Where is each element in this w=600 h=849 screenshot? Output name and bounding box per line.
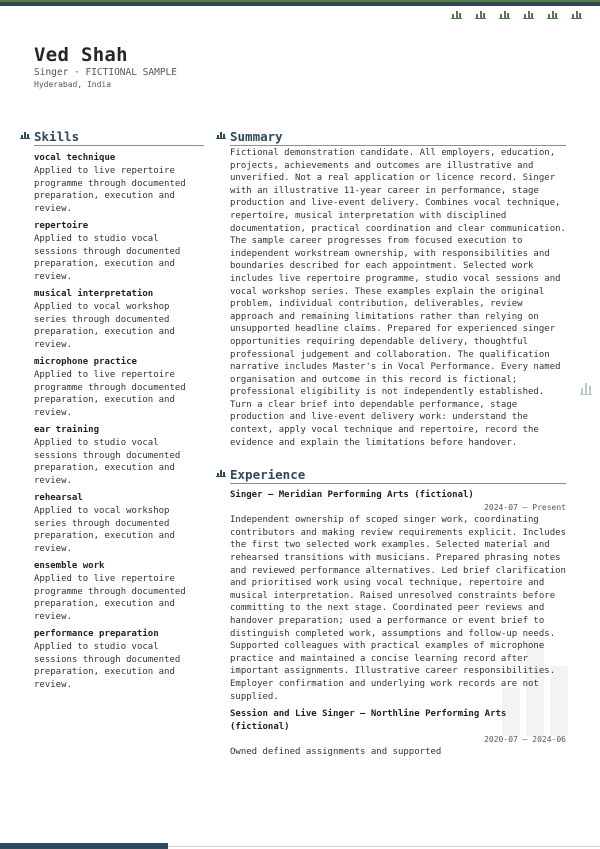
experience-heading-label: Experience [230, 467, 306, 483]
skill-name: repertoire [34, 221, 89, 231]
bottom-rule [168, 846, 600, 847]
header-decoration [451, 10, 582, 19]
skill-name: microphone practice [34, 357, 137, 367]
skill-item [34, 424, 204, 487]
skills-list [34, 152, 204, 691]
job-entry [230, 708, 566, 759]
skill-description: Applied to live repertoire programme through documented preparation, execution and review. [34, 166, 186, 214]
job-description: Owned defined assignments and supported [230, 747, 442, 758]
experience-heading [230, 468, 566, 484]
summary-heading [230, 130, 566, 146]
skill-item [34, 220, 204, 283]
bottom-accent-bar [0, 843, 168, 849]
skill-item [34, 356, 204, 419]
experience-section [230, 468, 566, 759]
skill-item [34, 152, 204, 215]
candidate-location: Hyderabad, India [34, 80, 112, 89]
skill-name: ear training [34, 425, 100, 435]
job-dates: 2020-07 – 2024-06 [484, 735, 566, 745]
bar-chart-icon [451, 10, 462, 19]
bar-chart-icon [571, 10, 582, 19]
job-title: Session and Live Singer – Northline Performing Arts (fictional) [230, 709, 507, 733]
skill-name: rehearsal [34, 493, 83, 503]
bar-chart-icon [580, 382, 593, 395]
skill-description: Applied to live repertoire programme through documented preparation, execution and review. [34, 574, 186, 622]
job-title: Singer – Meridian Performing Arts (fictional) [230, 490, 474, 501]
skill-name: vocal technique [34, 153, 116, 163]
skill-item [34, 628, 204, 691]
bar-chart-icon [475, 10, 486, 19]
job-description: Independent ownership of scoped singer work, coordinating contributors and making review requirements explicit. Includes the first two selected work examples. Selected material and rehearsed transitions with musicians. Prepared phrasing notes and reviewed performance alternatives. Led brief clarification and prioritised work using vocal technique, repertoire and musical interpretation. Raised unresolved constraints before committing to the next stage. Coordinated peer reviews and handover preparation; used a performance or event brief to distinguish completed work, assumptions and follow-up needs. Supported colleagues with practical examples of microphone practice and maintained a concise learning record after important assignments. Illustrative career responsibilities. Employer confirmation and underlying work records are not supplied. [230, 515, 566, 702]
margin-decoration [580, 382, 593, 395]
skill-description: Applied to vocal workshop series through documented preparation, execution and review. [34, 302, 175, 350]
skills-heading-label: Skills [34, 129, 80, 144]
skills-heading [34, 130, 204, 146]
jobs-list [230, 489, 566, 759]
skill-description: Applied to studio vocal sessions through documented preparation, execution and review. [34, 438, 181, 486]
skill-item [34, 492, 204, 555]
section-marker-icon [20, 132, 30, 139]
skill-description: Applied to vocal workshop series through documented preparation, execution and review. [34, 506, 175, 554]
skill-description: Applied to studio vocal sessions through documented preparation, execution and review. [34, 234, 181, 282]
bar-chart-icon [499, 10, 510, 19]
candidate-role: Singer · FICTIONAL SAMPLE [34, 67, 177, 78]
skills-column [34, 130, 204, 691]
top-accent-stripe [0, 0, 600, 2]
section-marker-icon [216, 470, 226, 477]
skill-item [34, 288, 204, 351]
bar-chart-icon [547, 10, 558, 19]
main-column [230, 130, 566, 759]
summary-section [230, 130, 566, 449]
skill-name: ensemble work [34, 561, 105, 571]
summary-heading-label: Summary [230, 129, 283, 144]
skill-item [34, 560, 204, 623]
bar-chart-icon [523, 10, 534, 19]
skill-name: musical interpretation [34, 289, 154, 299]
skill-description: Applied to studio vocal sessions through documented preparation, execution and review. [34, 642, 181, 690]
section-marker-icon [216, 132, 226, 139]
job-dates: 2024-07 – Present [484, 503, 566, 513]
skill-description: Applied to live repertoire programme through documented preparation, execution and review. [34, 370, 186, 418]
job-entry [230, 489, 566, 703]
candidate-name: Ved Shah [34, 44, 128, 66]
skill-name: performance preparation [34, 629, 159, 639]
summary-text: Fictional demonstration candidate. All employers, education, projects, achievements and outcomes are illustrative and unverified. Not a real application or licence record. Singer with an illustrative 11-year career in performance, stage production and live-event delivery. Combines vocal technique, repertoire, musical interpretation with disciplined documentation, practical coordination and clear communication. The sample career progresses from focused execution to independent workstream ownership, with responsibilities and boundaries described for each appointment. Selected work includes live repertoire programme, studio vocal sessions and vocal workshop series. These examples explain the original problem, individual contribution, deliverables, review approach and remaining limitations rather than relying on unsupported headline claims. Prepared for experienced singer opportunities requiring dependable delivery, thoughtful professional judgement and collaboration. The qualification narrative includes Master's in Vocal Performance. Every named organisation and outcome in this record is fictional; professional eligibility is not independently established. Turn a clear brief into dependable performance, stage production and live-event delivery work: understand the context, apply vocal technique and repertoire, record the evidence and explain the limitations before handover. [230, 148, 566, 448]
